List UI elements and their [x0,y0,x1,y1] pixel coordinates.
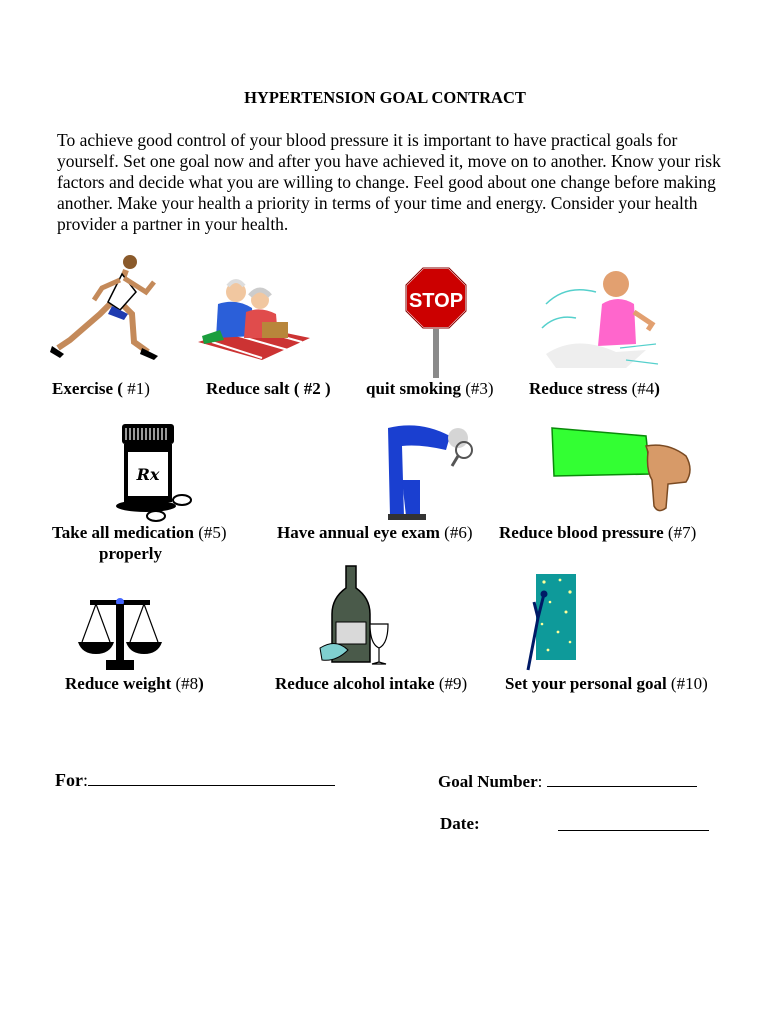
runner-icon [50,252,162,362]
bottle-glass-icon [316,564,390,672]
goal-caption-9: Reduce alcohol intake (#9) [275,674,468,693]
pill-bottle-icon [112,420,196,522]
date-line[interactable] [558,814,709,831]
intro-paragraph: To achieve good control of your blood pressure it is important to have practical goals for yourself. Set one goal now and after you have achieved it, move on to another. Know your risk factors and decide what you are willing to change. Feel good about one change before making another. Make your health a priority in terms of your time and energy. Consider your health provider a partner in your health. [57,130,721,234]
goal-caption-6: Have annual eye exam (#6) [277,523,473,542]
magnifier-man-icon [380,420,480,524]
page-title: HYPERTENSION GOAL CONTRACT [244,88,526,107]
reach-stars-icon [520,572,578,672]
goal-number-field: Goal Number: [438,770,697,792]
goal-caption-5-line2: properly [99,544,162,563]
goal-caption-4: Reduce stress (#4) [529,379,660,398]
goal-caption-2: Reduce salt ( #2 ) [206,379,331,398]
date-line-wrap [558,814,709,836]
for-label: For [55,770,83,790]
stressed-man-icon [536,264,662,376]
scale-icon [78,598,162,672]
goal-caption-10: Set your personal goal (#10) [505,674,708,693]
couple-picnic-icon [192,276,312,364]
goal-caption-5: Take all medication (#5) [52,523,227,542]
goal-caption-3: quit smoking (#3) [366,379,494,398]
for-field: For: [55,769,335,791]
stop-sign-icon [404,266,468,378]
goal-number-line[interactable] [547,770,697,787]
goal-caption-1: Exercise ( #1) [52,379,150,398]
goal-caption-7: Reduce blood pressure (#7) [499,523,697,542]
date-field [440,814,480,834]
thumbs-down-icon [548,422,696,512]
svg-text:STOP: STOP [408,290,464,312]
svg-text:Rx: Rx [136,465,160,484]
goal-caption-8: Reduce weight (#8) [65,674,204,693]
date-label: Date: [440,814,480,833]
goal-number-label: Goal Number [438,772,538,791]
for-line[interactable] [88,769,335,786]
